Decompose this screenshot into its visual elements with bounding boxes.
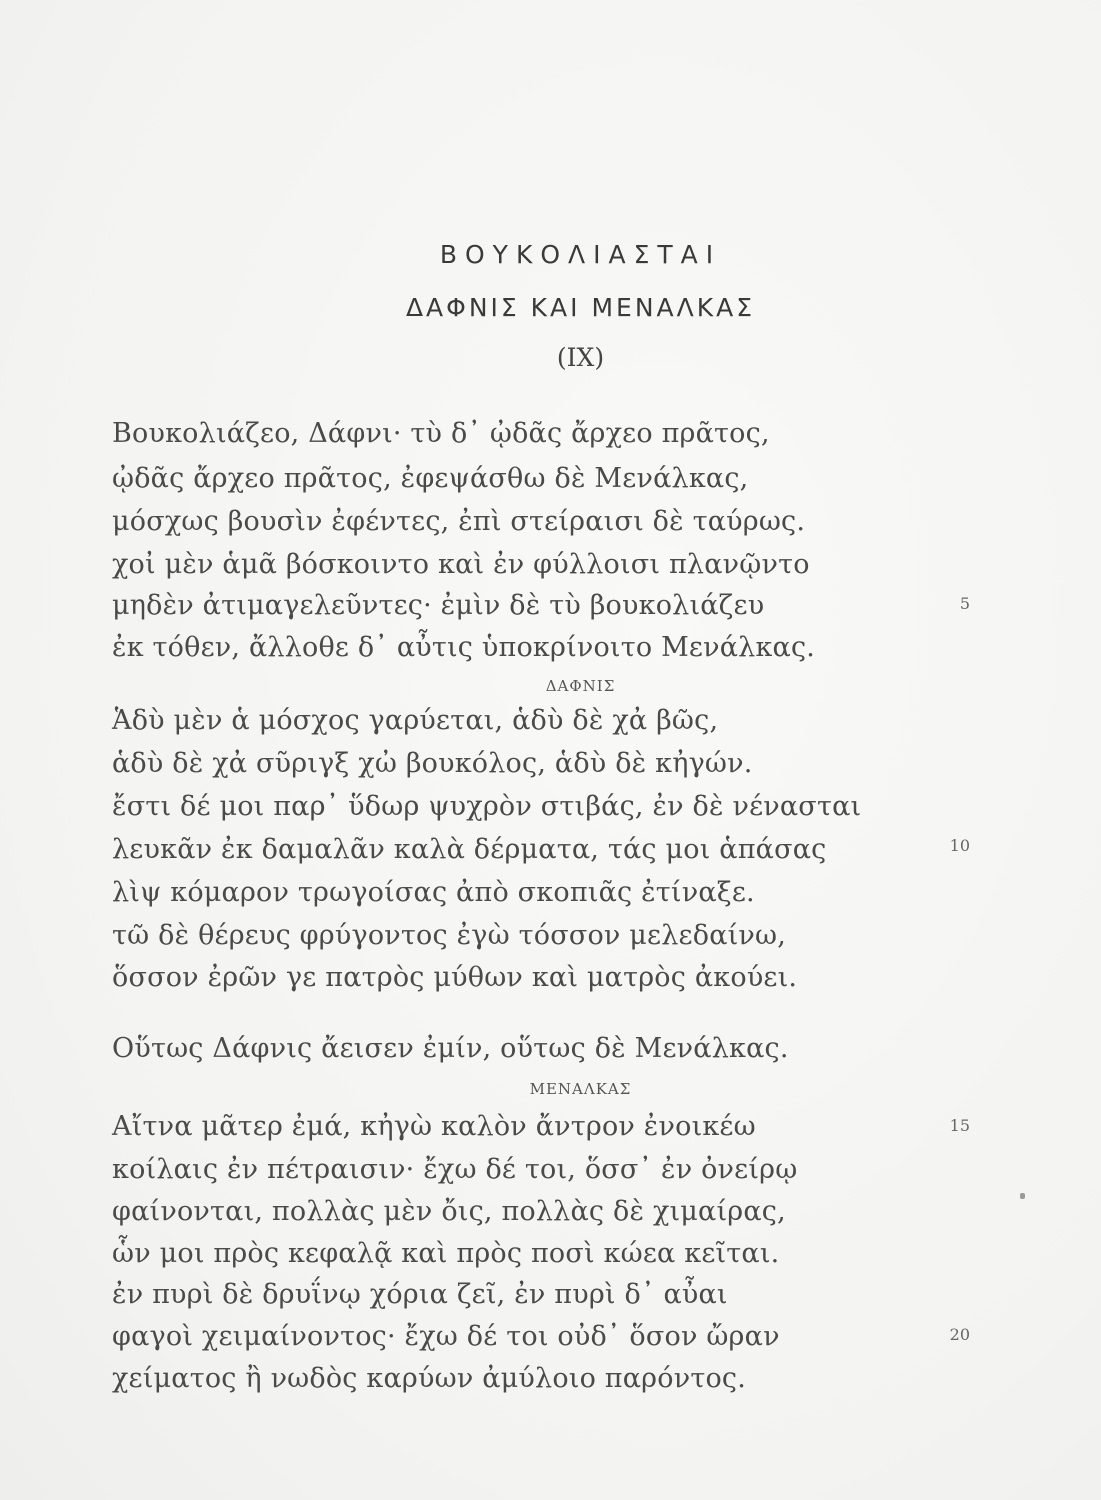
verse-line-18: ὧν μοι πρὸς κεφαλᾷ καὶ πρὸς ποσὶ κώεα κεῖται. xyxy=(112,1238,780,1269)
verse-line-20: φαγοὶ χειμαίνοντος· ἔχω δέ τοι οὐδ᾽ ὅσον ὤραν xyxy=(112,1321,780,1352)
verse-line-9: ἔστι δέ μοι παρ᾽ ὕδωρ ψυχρὸν στιβάς, ἐν δὲ νένασται xyxy=(112,791,862,822)
poem-title: ΒΟΥΚΟΛΙΑΣΤΑΙ xyxy=(439,240,722,269)
verse-line-16: κοίλαις ἐν πέτραισιν· ἔχω δέ τοι, ὅσσ᾽ ἐν ὀνείρῳ xyxy=(112,1154,798,1185)
line-number-10: 10 xyxy=(949,836,970,855)
verse-line-10: λευκᾶν ἐκ δαμαλᾶν καλὰ δέρματα, τάς μοι ἁπάσας xyxy=(112,834,827,865)
line-number-20: 20 xyxy=(949,1325,970,1344)
verse-line-13: ὅσσον ἐρῶν γε πατρὸς μύθων καὶ ματρὸς ἀκούει. xyxy=(112,962,798,993)
verse-line-12: τῶ δὲ θέρευς φρύγοντος ἐγὼ τόσσον μελεδαίνω, xyxy=(112,920,787,951)
verse-line-15: Αἴτνα μᾶτερ ἐμά, κἠγὼ καλὸν ἄντρον ἐνοικέω xyxy=(112,1111,756,1142)
verse-line-21: χείματος ἢ νωδὸς καρύων ἀμύλοιο παρόντος. xyxy=(112,1363,747,1394)
verse-line-6: ἐκ τόθεν, ἄλλοθε δ᾽ αὖτις ὑποκρίνοιτο Μενάλκας. xyxy=(112,632,816,663)
poem-number: (IX) xyxy=(556,343,605,372)
verse-line-4: χοἰ μὲν ἁμᾶ βόσκοιντο καὶ ἐν φύλλοισι πλανῷντο xyxy=(112,549,810,580)
verse-line-5: μηδὲν ἀτιμαγελεῦντες· ἐμὶν δὲ τὺ βουκολιάζευ xyxy=(112,590,765,621)
verse-line-3: μόσχως βουσὶν ἐφέντες, ἐπὶ στείραισι δὲ ταύρως. xyxy=(112,506,806,537)
verse-line-8: ἁδὺ δὲ χἀ σῦριγξ χὠ βουκόλος, ἁδὺ δὲ κἠγών. xyxy=(112,748,753,779)
verse-line-7: Ἁδὺ μὲν ἁ μόσχος γαρύεται, ἁδὺ δὲ χἀ βῶς, xyxy=(112,705,719,736)
verse-line-14: Οὕτως Δάφνις ἄεισεν ἐμίν, οὕτως δὲ Μενάλκας. xyxy=(112,1033,789,1064)
verse-line-2: ᾠδᾶς ἄρχεο πρᾶτος, ἐφεψάσθω δὲ Μενάλκας, xyxy=(112,463,749,494)
verse-line-1: Βουκολιάζεο, Δάφνι· τὺ δ᾽ ᾠδᾶς ἄρχεο πρᾶτος, xyxy=(112,418,770,449)
verse-line-11: λὶψ κόμαρον τρωγοίσας ἀπὸ σκοπιᾶς ἐτίναξε. xyxy=(112,877,755,908)
speaker-label-menalkas: ΜΕΝΑΛΚΑΣ xyxy=(529,1080,632,1098)
speaker-label-daphnis: ΔΑΦΝΙΣ xyxy=(545,677,616,695)
poem-subtitle: ΔΑΦΝΙΣ ΚΑΙ ΜΕΝΑΛΚΑΣ xyxy=(405,293,756,322)
verse-line-17: φαίνονται, πολλὰς μὲν ὄις, πολλὰς δὲ χιμαίρας, xyxy=(112,1196,786,1227)
page-speck xyxy=(1020,1193,1025,1199)
line-number-15: 15 xyxy=(949,1116,970,1135)
verse-line-19: ἐν πυρὶ δὲ δρυΐνῳ χόρια ζεῖ, ἐν πυρὶ δ᾽ αὖαι xyxy=(112,1279,728,1310)
line-number-5: 5 xyxy=(959,594,970,613)
